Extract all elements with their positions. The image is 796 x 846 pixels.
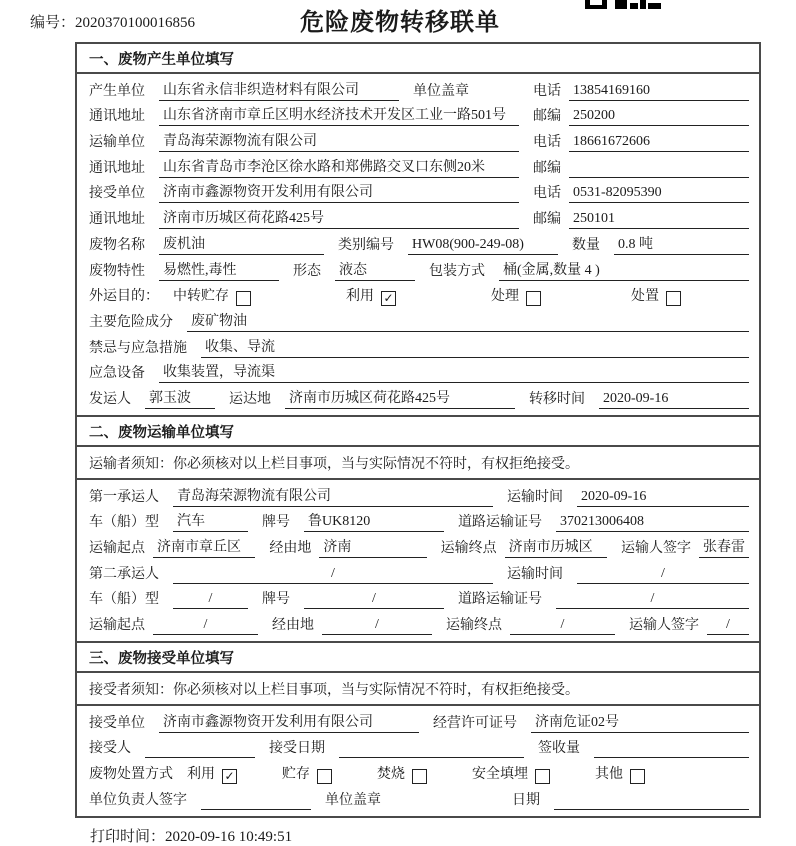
category-label: 类别编号 [338,237,394,253]
producer-row [77,76,759,102]
option-label: 处置 [631,289,659,305]
receiver-address-row [77,204,759,230]
addr1-value: 山东省济南市章丘区明水经济技术开发区工业一路501号 [159,107,519,126]
sender-label: 发运人 [89,391,131,407]
vehicle2-value: / [173,590,248,609]
dest-label: 运达地 [229,391,271,407]
taboo-value: 收集、导流 [201,339,749,358]
transporter-label: 运输单位 [89,135,145,151]
print-time-value: 2020-09-16 10:49:51 [165,828,293,845]
license-value: 济南危证02号 [531,714,749,733]
date-value [554,792,749,810]
carrier2-value: / [173,565,493,584]
sign-qty-value [594,740,749,758]
purpose-option-disposal [631,288,681,306]
manager-sign-label: 单位负责人签字 [89,792,187,808]
hazard-value: 废矿物油 [187,313,749,332]
option-label: 中转贮存 [173,289,229,305]
end1-value: 济南市历城区 [505,539,607,558]
producer-address-row [77,102,759,128]
carrier2-label: 第二承运人 [89,566,159,582]
section3-body [77,706,759,816]
waste-name-label: 废物名称 [89,237,145,253]
plate1-label: 牌号 [262,515,290,531]
sign2-label: 运输人签字 [629,618,699,634]
zip2-value [569,160,749,178]
time2-label: 运输时间 [507,566,563,582]
carrier1-value: 青岛海荣源物流有限公司 [173,488,493,507]
zip1-label: 邮编 [533,109,561,125]
purpose-option-reuse [346,288,396,306]
option-label: 贮存 [282,767,310,783]
waste-character-row [77,256,759,282]
manager-sign-value [201,792,311,810]
sign-qty-label: 签收量 [538,741,580,757]
disposal-option-storage [282,766,332,784]
transfer-time-value: 2020-09-16 [599,390,749,409]
category-value: HW08(900-249-08) [408,236,558,255]
producer-value: 山东省永信非织造材料有限公司 [159,82,399,101]
taboo-label: 禁忌与应急措施 [89,340,187,356]
option-label: 安全填埋 [472,767,528,783]
taboo-row [77,333,759,359]
vehicle1-value: 汽车 [173,513,248,532]
origin2-label: 运输起点 [89,618,145,634]
transporter-value: 青岛海荣源物流有限公司 [159,133,519,152]
waste-name-row [77,230,759,256]
zip2-label: 邮编 [533,160,561,176]
receiver-row [77,179,759,205]
accept-date-value [339,740,524,758]
road-cert1-label: 道路运输证号 [458,515,542,531]
addr3-label: 通讯地址 [89,212,145,228]
vehicle1-label: 车（船）型 [89,515,159,531]
phone3-value: 0531-82095390 [569,184,749,203]
phone2-value: 18661672606 [569,133,749,152]
acceptor-label: 接受人 [89,741,131,757]
acceptor-row [77,734,759,760]
carrier1-row [77,482,759,508]
checkbox-transfer-storage [236,291,251,306]
accept-unit-value: 济南市鑫源物资开发利用有限公司 [159,714,419,733]
date-label: 日期 [512,792,540,808]
option-label: 处理 [491,289,519,305]
serial-label: 编号： [30,15,76,31]
via2-label: 经由地 [272,618,314,634]
manager-sign-row [77,785,759,811]
checkbox-disposal-landfill [535,769,550,784]
packing-value: 桶(金属,数量 4 ) [499,262,749,281]
disposal-option-landfill [472,766,550,784]
document-header [0,0,796,42]
section3-header: 三、废物接受单位填写 [77,641,759,673]
print-time [90,825,796,846]
addr1-label: 通讯地址 [89,109,145,125]
road-cert2-value: / [556,590,749,609]
checkbox-disposal [666,291,681,306]
purpose-label: 外运目的： [89,289,159,305]
checkbox-disposal-incineration [412,769,427,784]
vehicle2-label: 车（船）型 [89,592,159,608]
disposal-option-reuse [187,766,237,784]
phone2-label: 电话 [533,135,561,151]
section2-body [77,480,759,641]
form-label: 形态 [293,263,321,279]
character-value: 易燃性,毒性 [159,262,279,281]
equipment-label: 应急设备 [89,366,145,382]
purpose-row [77,282,759,308]
addr2-value: 山东省青岛市李沧区徐水路和郑佛路交叉口东侧20米 [159,159,519,178]
waste-name-value: 废机油 [159,236,324,255]
transporter-row [77,127,759,153]
unit-seal-label: 单位盖章 [413,83,469,99]
zip1-value: 250200 [569,107,749,126]
end2-value: / [510,616,615,635]
option-label: 其他 [595,767,623,783]
purpose-option-treatment [491,288,541,306]
page-title: 危险废物转移联单 [300,10,500,36]
plate2-label: 牌号 [262,592,290,608]
time1-value: 2020-09-16 [577,488,749,507]
road-cert1-value: 370213006408 [556,513,749,532]
sender-value: 郭玉波 [145,390,215,409]
checkbox-treatment [526,291,541,306]
time1-label: 运输时间 [507,489,563,505]
section3-notice: 接受者须知：你必须核对以上栏目事项，当与实际情况不符时，有权拒绝接受。 [77,673,759,706]
checkbox-disposal-reuse: ✓ [222,769,237,784]
section1-body [77,74,759,415]
quantity-label: 数量 [572,237,600,253]
via1-value: 济南 [319,539,426,558]
accept-unit-row [77,708,759,734]
character-label: 废物特性 [89,263,145,279]
addr2-label: 通讯地址 [89,160,145,176]
checkbox-reuse: ✓ [381,291,396,306]
packing-label: 包装方式 [429,263,485,279]
receiver-label: 接受单位 [89,186,145,202]
accept-date-label: 接受日期 [269,741,325,757]
receiver-value: 济南市鑫源物资开发利用有限公司 [159,184,519,203]
serial-value: 2020370100016856 [75,15,196,31]
quantity-value: 0.8 吨 [614,236,749,255]
route2-row [77,610,759,636]
hazard-row [77,307,759,333]
accept-unit-label: 接受单位 [89,715,145,731]
plate2-value: / [304,590,444,609]
carrier1-label: 第一承运人 [89,489,159,505]
disposal-option-other [595,766,645,784]
option-label: 利用 [346,289,374,305]
sender-row [77,384,759,410]
checkbox-disposal-other [630,769,645,784]
carrier2-row [77,559,759,585]
plate1-value: 鲁UK8120 [304,513,444,532]
equipment-value: 收集装置，导流渠 [159,364,749,383]
checkbox-disposal-storage [317,769,332,784]
disposal-option-incineration [377,766,427,784]
disposal-label: 废物处置方式 [89,767,173,783]
origin1-label: 运输起点 [89,541,145,556]
hazard-label: 主要危险成分 [89,314,173,330]
purpose-option-transfer-storage [173,288,251,306]
section2-notice: 运输者须知：你必须核对以上栏目事项，当与实际情况不符时，有权拒绝接受。 [77,447,759,480]
sign1-label: 运输人签字 [621,541,691,556]
transporter-address-row [77,153,759,179]
vehicle2-row [77,585,759,611]
unit-seal2-label: 单位盖章 [325,792,381,808]
print-time-label: 打印时间： [90,828,166,845]
equipment-row [77,359,759,385]
dest-value: 济南市历城区荷花路425号 [285,390,515,409]
phone1-label: 电话 [533,83,561,99]
acceptor-value [145,740,255,758]
via1-label: 经由地 [269,541,312,556]
section1-header: 一、废物产生单位填写 [77,44,759,74]
via2-value: / [322,616,432,635]
end1-label: 运输终点 [440,541,497,556]
zip3-value: 250101 [569,210,749,229]
option-label: 焚烧 [377,767,405,783]
vehicle1-row [77,508,759,534]
road-cert2-label: 道路运输证号 [458,592,542,608]
sign1-value: 张春雷 [699,539,749,558]
phone3-label: 电话 [533,186,561,202]
producer-label: 产生单位 [89,83,145,99]
origin2-value: / [153,616,258,635]
manifest-form [75,42,761,818]
phone1-value: 13854169160 [569,82,749,101]
addr3-value: 济南市历城区荷花路425号 [159,210,519,229]
origin1-value: 济南市章丘区 [153,539,255,558]
end2-label: 运输终点 [446,618,502,634]
form-value: 液态 [335,262,415,281]
time2-value: / [577,565,749,584]
route1-row [77,533,759,559]
transfer-time-label: 转移时间 [529,391,585,407]
qr-code-icon [585,0,661,10]
section2-header: 二、废物运输单位填写 [77,415,759,447]
license-label: 经营许可证号 [433,715,517,731]
disposal-row [77,759,759,785]
zip3-label: 邮编 [533,212,561,228]
option-label: 利用 [187,767,215,783]
sign2-value: / [707,616,749,635]
